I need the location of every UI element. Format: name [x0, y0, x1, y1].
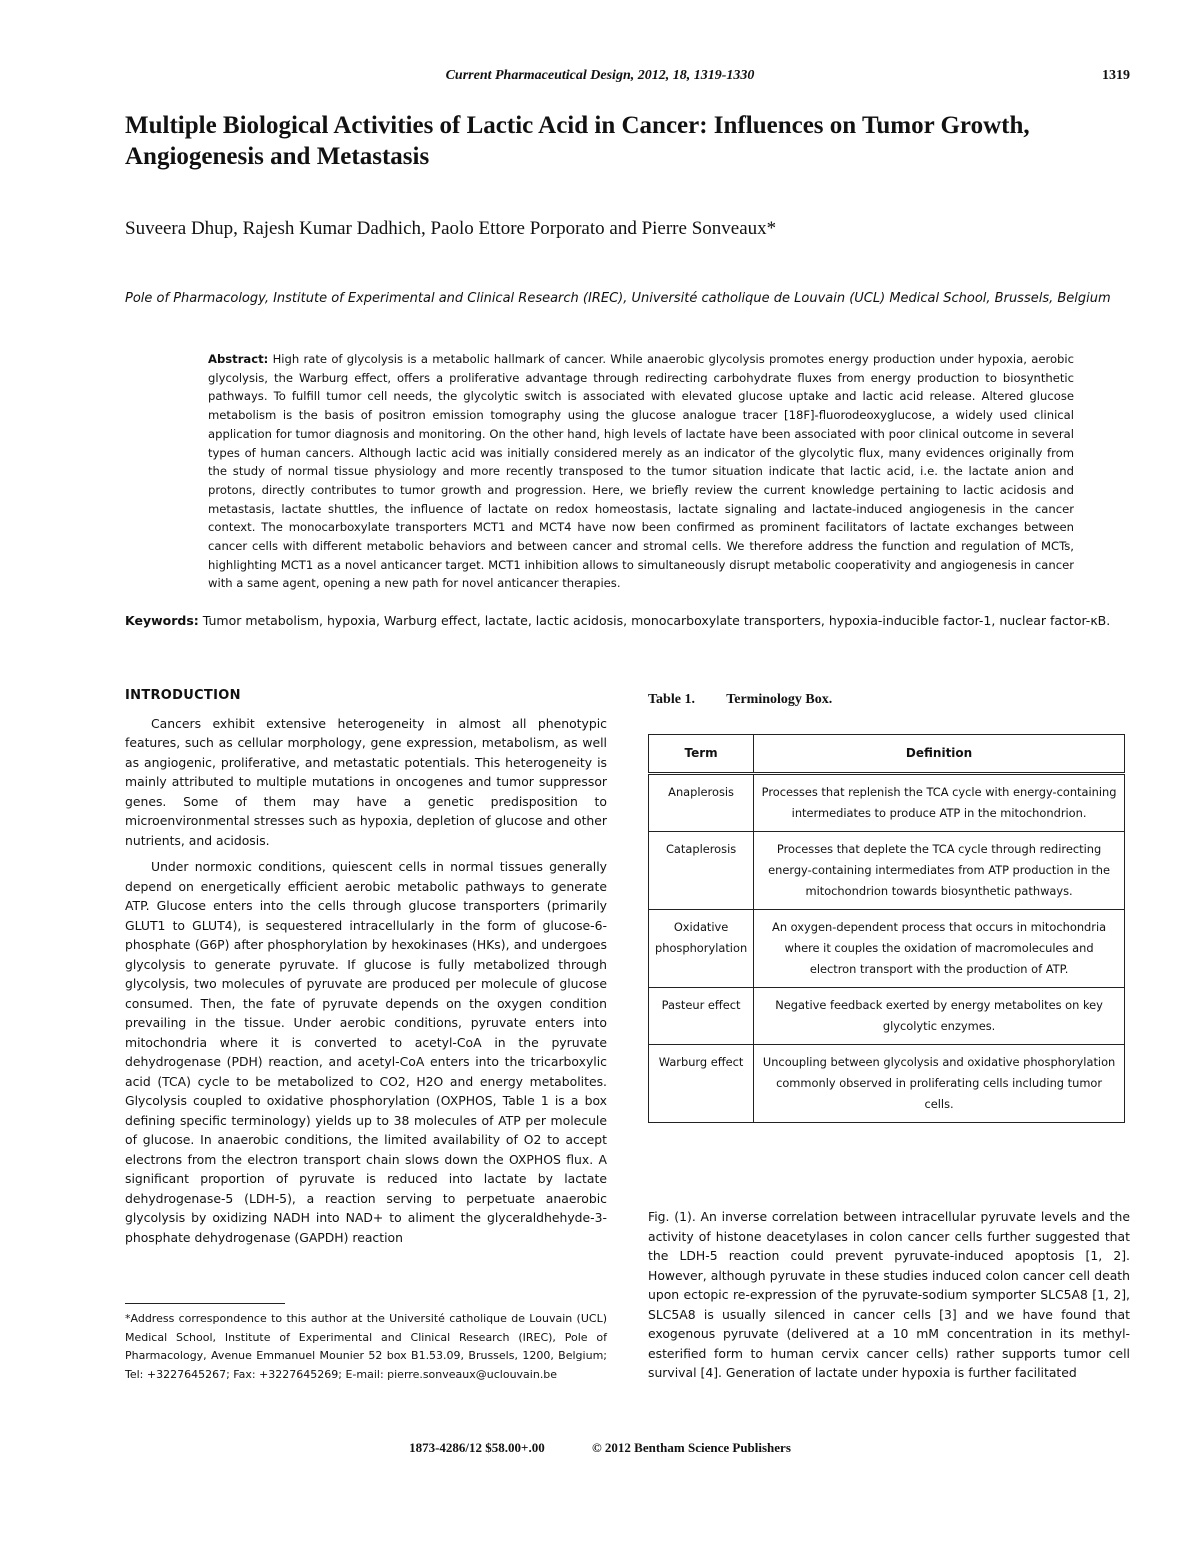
article-title: Multiple Biological Activities of Lactic Acid in Cancer: Influences on Tumor Growth, Angiogenesis and Metastasis [125, 112, 1030, 170]
left-column [125, 686, 607, 1254]
table-row [649, 910, 1125, 988]
table-header-term: Term [649, 735, 754, 774]
table-cell-definition: Processes that replenish the TCA cycle with energy-containing intermediates to produce ATP in the mitochondrion. [754, 774, 1125, 832]
keywords-label: Keywords: [125, 613, 199, 628]
table-header-definition: Definition [754, 735, 1125, 774]
table-row [649, 774, 1125, 832]
table-row [649, 832, 1125, 910]
table-cell-term: Cataplerosis [649, 832, 754, 910]
table-header-row [649, 735, 1125, 774]
table-cell-definition: Negative feedback exerted by energy metabolites on key glycolytic enzymes. [754, 988, 1125, 1045]
table-row [649, 988, 1125, 1045]
table-caption [648, 692, 860, 708]
table-cell-definition: Processes that deplete the TCA cycle through redirecting energy-containing intermediates from ATP production in the mitochondrion towards biosynthetic pathways. [754, 832, 1125, 910]
affiliation: Pole of Pharmacology, Institute of Experimental and Clinical Research (IREC), Université catholique de Louvain (UCL) Medical School, Brussels, Belgium [125, 291, 1111, 306]
abstract-label: Abstract: [208, 352, 269, 366]
page-number: 1319 [1102, 68, 1130, 83]
table-cell-term: Warburg effect [649, 1045, 754, 1123]
abstract-text: High rate of glycolysis is a metabolic hallmark of cancer. While anaerobic glycolysis promotes energy production under hypoxia, aerobic glycolysis, the Warburg effect, offers a proliferative advantage through redirecting carbohydrate fluxes from energy production to biosynthetic pathways. To fulfill tumor cell needs, the glycolytic switch is associated with elevated glucose uptake and lactic acid release. Altered glucose metabolism is the basis of positron emission tomography using the glucose analogue tracer [18F]-fluorodeoxyglucose, a widely used clinical application for tumor diagnosis and monitoring. On the other hand, high levels of lactate have been associated with poor clinical outcome in several types of human cancers. Although lactic acid was initially considered merely as an indicator of the glycolytic flux, many evidences originally from the study of normal tissue physiology and more recently transposed to the tumor situation indicate that lactic acid, i.e. the lactate anion and protons, directly contributes to tumor growth and progression. Here, we briefly review the current knowledge pertaining to lactic acidosis and metastasis, lactate shuttles, the influence of lactate on redox homeostasis, lactate signaling and lactate-induced angiogenesis in the cancer context. The monocarboxylate transporters MCT1 and MCT4 have now been confirmed as prominent facilitators of lactate exchanges between cancer cells with different metabolic behaviors and between cancer and stromal cells. We therefore address the function and regulation of MCTs, highlighting MCT1 as a novel anticancer target. MCT1 inhibition allows to simultaneously disrupt metabolic cooperativity and angiogenesis in cancer with a same agent, opening a new path for novel anticancer therapies. [208, 352, 1075, 591]
table-cell-term: Pasteur effect [649, 988, 754, 1045]
terminology-table [648, 734, 1125, 1123]
abstract [208, 350, 1074, 593]
table-number: Table 1. [648, 692, 695, 707]
paragraph: Under normoxic conditions, quiescent cells in normal tissues generally depend on energetically efficient aerobic metabolic pathways to generate ATP. Glucose enters into the cells through glucose transporters (primarily GLUT1 to GLUT4), is sequestered intracellularly in the form of glucose-6-phosphate (G6P) after phosphorylation by hexokinases (HKs), and undergoes glycolysis to generate pyruvate. If glucose is fully metabolized through glycolysis, two molecules of pyruvate are produced per molecule of glucose consumed. Then, the fate of pyruvate depends on the oxygen condition prevailing in the tissue. Under aerobic conditions, pyruvate enters into mitochondria where it is converted to acetyl-CoA in the pyruvate dehydrogenase (PDH) reaction, and acetyl-CoA enters into the tricarboxylic acid (TCA) cycle to be metabolized to CO2, H2O and energy metabolites. Glycolysis coupled to oxidative phosphorylation (OXPHOS, Table 1 is a box defining specific terminology) yields up to 38 molecules of ATP per molecule of glucose. In anaerobic conditions, the limited availability of O2 to accept electrons from the electron transport chain slows down the OXPHOS flux. A significant proportion of pyruvate is reduced into lactate by lactate dehydrogenase-5 (LDH-5), a reaction serving to perpetuate anaerobic glycolysis by oxidizing NADH into NAD+ to aliment the glyceraldhehyde-3-phosphate dehydrogenase (GAPDH) reaction [125, 859, 607, 1245]
table-cell-definition: An oxygen-dependent process that occurs in mitochondria where it couples the oxidation of macromolecules and electron transport with the production of ATP. [754, 910, 1125, 988]
table-cell-term: Anaplerosis [649, 774, 754, 832]
section-heading: INTRODUCTION [125, 688, 241, 703]
running-head: Current Pharmaceutical Design, 2012, 18, 1319-1330 [445, 68, 755, 83]
page-footer [0, 1440, 1200, 1456]
table-row [649, 1045, 1125, 1123]
table-cell-definition: Uncoupling between glycolysis and oxidative phosphorylation commonly observed in proliferating cells including tumor cells. [754, 1045, 1125, 1123]
correspondence-footnote: *Address correspondence to this author at the Université catholique de Louvain (UCL) Medical School, Institute of Experimental and Clinical Research (IREC), Pole of Pharmacology, Avenue Emmanuel Mounier 52 box B1.53.09, Brussels, 1200, Belgium; Tel: +3227645267; Fax: +3227645269; E-mail: pierre.sonveaux@uclouvain.be [125, 1312, 607, 1381]
footnote-divider [125, 1303, 285, 1304]
keywords-text: Tumor metabolism, hypoxia, Warburg effect, lactate, lactic acidosis, monocarboxylate transporters, hypoxia-inducible factor-1, nuclear factor-κB. [202, 613, 1111, 628]
paragraph: Cancers exhibit extensive heterogeneity in almost all phenotypic features, such as cellular morphology, gene expression, metabolism, as well as angiogenic, proliferative, and metastatic potentials. This heterogeneity is mainly attributed to multiple mutations in oncogenes and tumor suppressor genes. Some of them may have a genetic predisposition to microenvironmental stresses such as hypoxia, depletion of glucose and other nutrients, and acidosis. [125, 715, 607, 848]
right-column-text: Fig. (1). An inverse correlation between intracellular pyruvate levels and the activity of histone deacetylases in colon cancer cells further suggested that the LDH-5 reaction could prevent pyruvate-induced apoptosis [1, 2]. However, although pyruvate in these studies induced colon cancer cell death upon ectopic re-expression of the pyruvate-sodium symporter SLC5A8 [1, 2], SLC5A8 is usually silenced in cancer cells [3] and we have found that exogenous pyruvate (delivered at a 10 mM concentration in its methyl-esterified form to human cervix cancer cells) rather supports tumor cell survival [4]. Generation of lactate under hypoxia is further facilitated [648, 1209, 1130, 1380]
author-list: Suveera Dhup, Rajesh Kumar Dadhich, Paolo Ettore Porporato and Pierre Sonveaux* [125, 218, 777, 239]
table-caption-text: Terminology Box. [726, 692, 833, 707]
issn-price: 1873-4286/12 $58.00+.00 [409, 1440, 545, 1455]
copyright: © 2012 Bentham Science Publishers [591, 1440, 791, 1455]
keywords [125, 611, 1135, 631]
table-cell-term: Oxidative phosphorylation [649, 910, 754, 988]
